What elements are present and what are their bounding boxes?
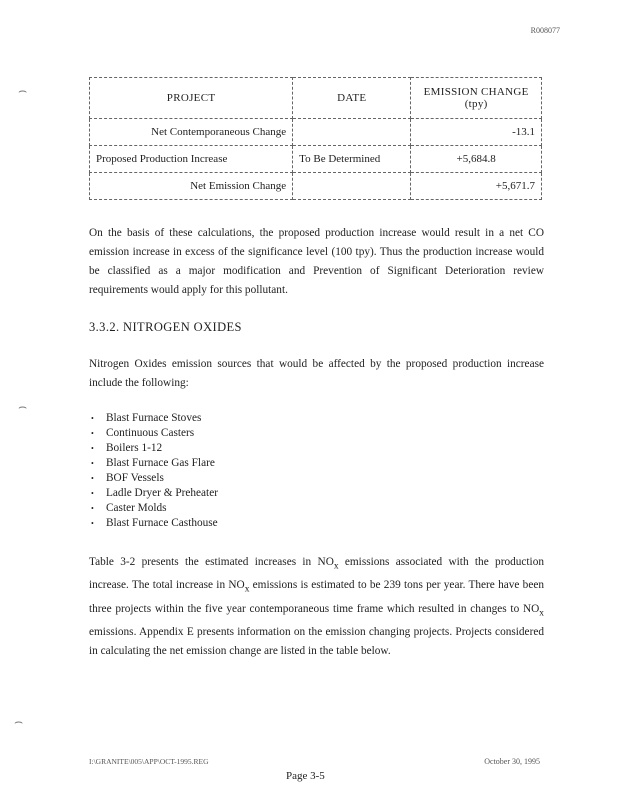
bullet-icon: • <box>91 489 94 498</box>
list-item <box>89 516 218 531</box>
document-id: R008077 <box>530 26 560 35</box>
table-row <box>90 119 542 146</box>
paragraph-co-conclusion: On the basis of these calculations, the proposed production increase would result in a net CO emission increase in excess of the significance level (100 tpy). Thus the production increase would be classified as a major modification and Prevention of Significant Deterioration review requirements would apply for this pollutant. <box>89 227 544 296</box>
list-item <box>89 426 218 441</box>
list-item-label: BOF Vessels <box>106 472 164 484</box>
hole-punch-mark: ⌢ <box>18 84 28 99</box>
list-item <box>89 411 218 426</box>
bullet-icon: • <box>91 429 94 438</box>
cell-project: Net Contemporaneous Change <box>90 119 293 146</box>
list-item-label: Ladle Dryer & Preheater <box>106 487 218 499</box>
section-heading: 3.3.2. NITROGEN OXIDES <box>89 320 242 334</box>
bullet-icon: • <box>91 474 94 483</box>
header-date: DATE <box>293 78 411 119</box>
page-number: Page 3-5 <box>286 770 325 782</box>
bullet-icon: • <box>91 504 94 513</box>
cell-date: To Be Determined <box>293 146 411 173</box>
table-row <box>90 173 542 200</box>
paragraph-nox-intro: Nitrogen Oxides emission sources that would be affected by the proposed production increase include the following: <box>89 358 544 389</box>
bullet-icon: • <box>91 519 94 528</box>
footer-file-path: I:\GRANITE\005\APP\OCT-1995.REG <box>89 757 209 766</box>
cell-date <box>293 173 411 200</box>
footer-date: October 30, 1995 <box>484 757 540 766</box>
list-item <box>89 486 218 501</box>
list-item-label: Blast Furnace Stoves <box>106 412 202 424</box>
hole-punch-mark: ⌢ <box>14 715 24 730</box>
list-item-label: Blast Furnace Gas Flare <box>106 457 215 469</box>
hole-punch-mark: ⌢ <box>18 400 28 415</box>
table-row <box>90 146 542 173</box>
list-item <box>89 501 218 516</box>
header-project: PROJECT <box>90 78 293 119</box>
list-item <box>89 471 218 486</box>
cell-change: -13.1 <box>411 119 542 146</box>
list-item-label: Boilers 1-12 <box>106 442 163 454</box>
cell-project: Net Emission Change <box>90 173 293 200</box>
cell-change: +5,671.7 <box>411 173 542 200</box>
bullet-icon: • <box>91 444 94 453</box>
list-item-label: Continuous Casters <box>106 427 195 439</box>
list-item <box>89 441 218 456</box>
emission-source-list <box>89 411 218 531</box>
list-item-label: Caster Molds <box>106 502 167 514</box>
bullet-icon: • <box>91 459 94 468</box>
bullet-icon: • <box>91 414 94 423</box>
header-emission-change: EMISSION CHANGE (tpy) <box>411 78 542 119</box>
list-item-label: Blast Furnace Casthouse <box>106 517 218 529</box>
emission-change-table <box>89 77 542 200</box>
cell-date <box>293 119 411 146</box>
list-item <box>89 456 218 471</box>
cell-change: +5,684.8 <box>411 146 542 173</box>
cell-project: Proposed Production Increase <box>90 146 293 173</box>
paragraph-nox-increase: Table 3-2 presents the estimated increases in $NO_x$ emissions associated with the production increase. The total increase in $NO_x$ emissions is estimated to be 239 tons per year. There have been three projects within the five year contemporaneous time frame which resulted in changes to $NO_x$ emissions. Appendix E presents information on the emission changing projects. Projects considered in calculating the net emission change are listed in the table below. <box>89 556 544 657</box>
table-header-row <box>90 78 542 119</box>
